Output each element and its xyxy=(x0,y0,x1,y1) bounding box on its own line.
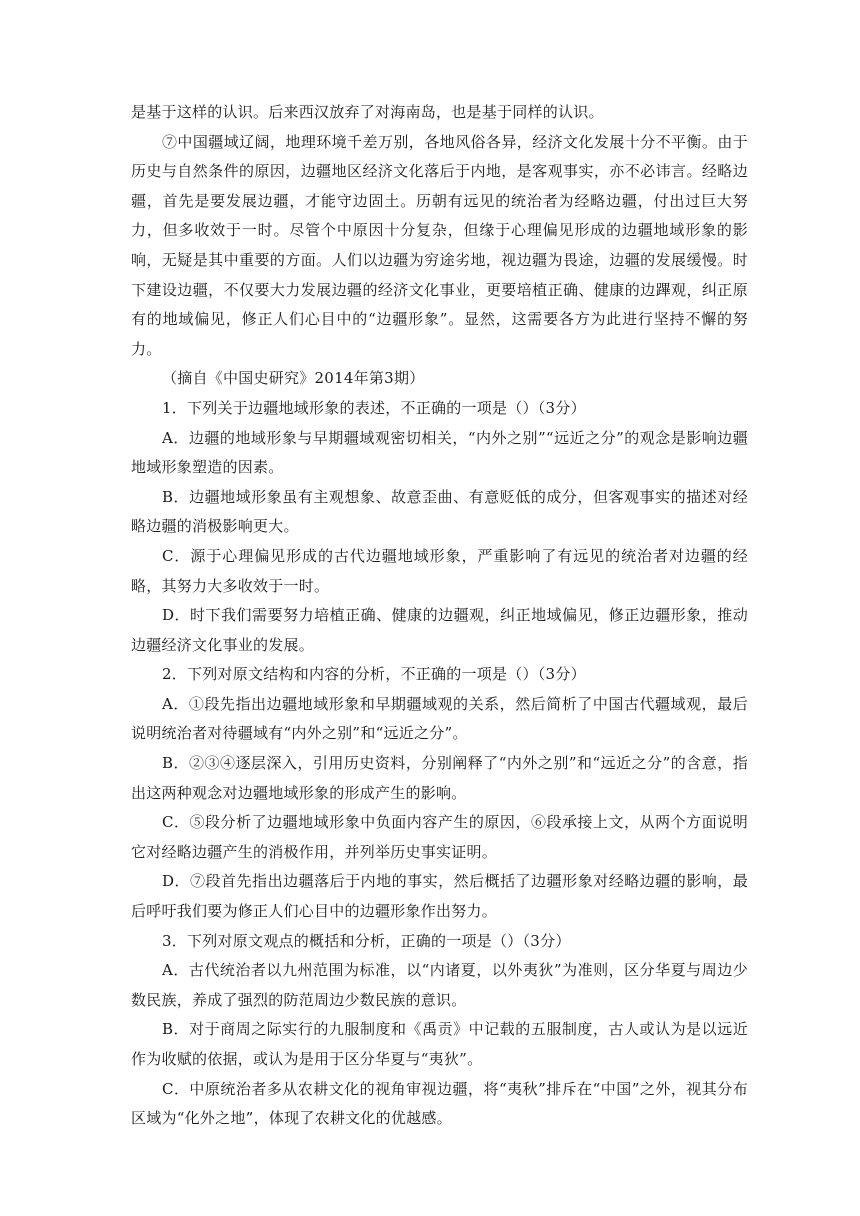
question-2-option-b: B．②③④逐层深入，引用历史资料，分别阐释了“内外之别”和“远近之分”的含意，指出这两种观念对边疆地域形象的形成产生的影响。 xyxy=(131,754,748,802)
question-1-option-b: B．边疆地域形象虽有主观想象、故意歪曲、有意贬低的成分，但客观事实的描述对经略边疆的消极影响更大。 xyxy=(131,487,748,536)
question-3-option-a: A．古代统治者以九州范围为标准，以“内诸夏，以外夷狄”为准则，区分华夏与周边少数民族，养成了强烈的防范周边少数民族的意识。 xyxy=(131,961,748,1009)
question-1-option-c: C．源于心理偏见形成的古代边疆地域形象，严重影响了有远见的统治者对边疆的经略，其努力大多收效于一时。 xyxy=(131,546,748,595)
question-1-option-a: A．边疆的地域形象与早期疆域观密切相关，“内外之别”“远近之分”的观念是影响边疆地域形象塑造的因素。 xyxy=(131,428,748,477)
paragraph-7: ⑦中国疆域辽阔，地理环境千差万别，各地风俗各异，经济文化发展十分不平衡。由于历史与自然条件的原因，边疆地区经济文化落后于内地，是客观事实，亦不必讳言。经略边疆，首先是要发展边疆，才能守边固土。历朝有远见的统治者为经略边疆，付出过巨大努力，但多收效于一时。尽管个中原因十分复杂，但缘于心理偏见形成的边疆地域形象的影响，无疑是其中重要的方面。人们以边疆为穷途劣地，视边疆为畏途，边疆的发展缓慢。时下建设边疆，不仅要大力发展边疆的经济文化事业，更要培植正确、健康的边蹕观，纠正原有的地域偏见，修正人们心目中的“边疆形象”。显然，这需要各方为此进行坚持不懈的努力。 xyxy=(131,132,748,358)
paragraph-continuation: 是基于这样的认识。后来西汉放弃了对海南岛，也是基于同样的认识。 xyxy=(131,103,604,121)
question-2-option-c: C．⑤段分析了边疆地域形象中负面内容产生的原因，⑥段承接上文，从两个方面说明它对经略边疆产生的消极作用，并列举历史事实证明。 xyxy=(131,813,748,861)
question-3-option-b: B．对于商周之际实行的九服制度和《禹贡》中记载的五服制度，古人或认为是以远近作为收赋的依据，或认为是用于区分华夏与“夷狄”。 xyxy=(131,1020,748,1068)
question-2-option-a: A．①段先指出边疆地域形象和早期疆域观的关系，然后简析了中国古代疆域观，最后说明统治者对待疆域有“内外之别”和“远近之分”。 xyxy=(131,694,748,743)
source-citation: （摘自《中国史研究》2014年第3期） xyxy=(162,369,425,388)
question-2-option-d: D．⑦段首先指出边疆落后于内地的事实，然后概括了边疆形象对经略边疆的影响，最后呼吁我们要为修正人们心目中的边疆形象作出努力。 xyxy=(131,872,748,921)
question-1-stem: 1．下列关于边疆地域形象的表述，不正确的一项是（）（3分） xyxy=(162,398,586,417)
question-2-stem: 2．下列对原文结构和内容的分析，不正确的一项是（）（3分） xyxy=(162,665,586,684)
question-3-option-c: C．中原统治者多从农耕文化的视角审视边疆，将“夷秋”排斥在“中国”之外，视其分布区域为“化外之地”，体现了农耕文化的优越感。 xyxy=(131,1079,748,1128)
question-3-stem: 3．下列对原文观点的概括和分析，正确的一项是（）（3分） xyxy=(162,931,571,950)
question-1-option-d: D．时下我们需要努力培植正确、健康的边疆观，纠正地域偏见，修正边疆形象，推动边疆经济文化事业的发展。 xyxy=(131,606,748,654)
